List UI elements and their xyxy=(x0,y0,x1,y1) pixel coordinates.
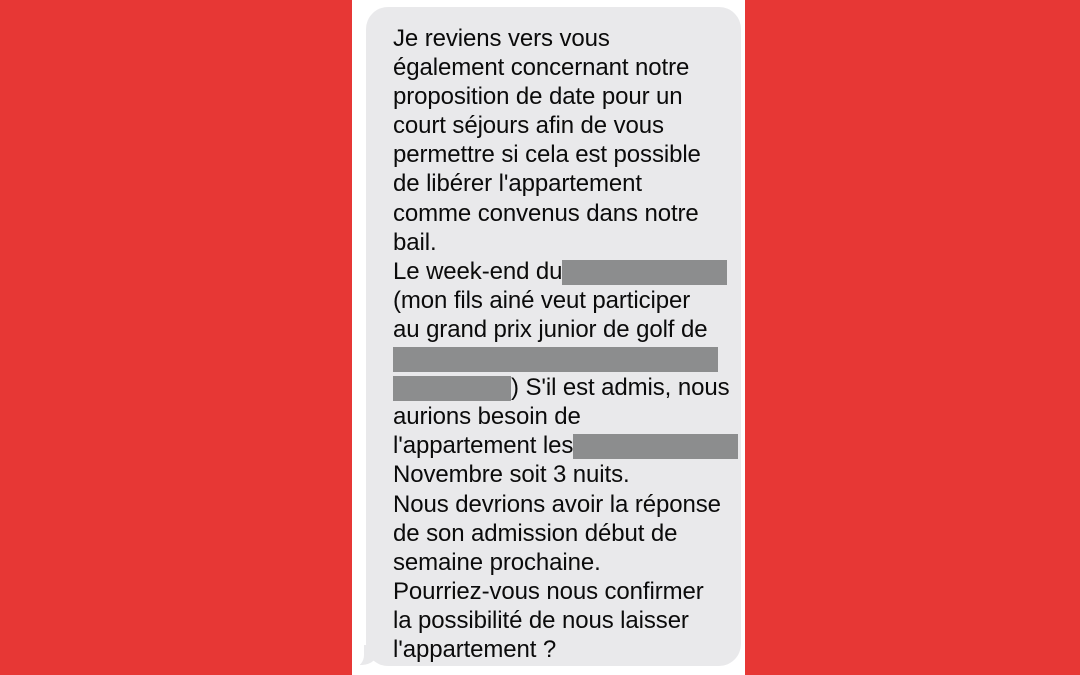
message-line: Je reviens vers vous xyxy=(393,25,610,52)
message-line: bail. xyxy=(393,228,437,256)
message-line: au grand prix junior de golf de xyxy=(393,315,708,343)
redaction-bar xyxy=(562,260,727,285)
message-line xyxy=(393,373,743,402)
redaction-bar xyxy=(393,376,511,401)
message-line: court séjours afin de vous xyxy=(393,112,664,140)
message-line: l'appartement ? xyxy=(393,635,557,663)
message-line xyxy=(393,431,743,460)
message-text-segment: Le week-end du xyxy=(393,257,563,285)
message-line: aurions besoin de xyxy=(393,403,581,431)
message-line: permettre si cela est possible xyxy=(393,141,701,169)
redaction-bar xyxy=(393,347,718,372)
message-text xyxy=(393,24,743,664)
message-line: la possibilité de nous laisser xyxy=(393,606,689,634)
message-line: Nous devrions avoir la réponse xyxy=(393,490,721,518)
message-line: comme convenus dans notre xyxy=(393,199,699,227)
message-line xyxy=(393,257,743,286)
message-line: également concernant notre xyxy=(393,54,690,82)
received-message-bubble[interactable] xyxy=(366,7,741,666)
message-line: de libérer l'appartement xyxy=(393,170,642,198)
message-line: Novembre soit 3 nuits. xyxy=(393,461,630,489)
conversation-screen xyxy=(352,0,745,675)
message-line: semaine prochaine. xyxy=(393,548,601,576)
message-line xyxy=(393,344,743,373)
message-line: de son admission début de xyxy=(393,519,678,547)
message-text-segment: ) S'il est admis, nous xyxy=(511,374,730,402)
message-line: (mon fils ainé veut participer xyxy=(393,286,691,314)
message-text-segment: l'appartement les xyxy=(393,432,574,460)
message-line: proposition de date pour un xyxy=(393,83,683,111)
redaction-bar xyxy=(573,434,738,459)
message-line: Pourriez-vous nous confirmer xyxy=(393,577,704,605)
